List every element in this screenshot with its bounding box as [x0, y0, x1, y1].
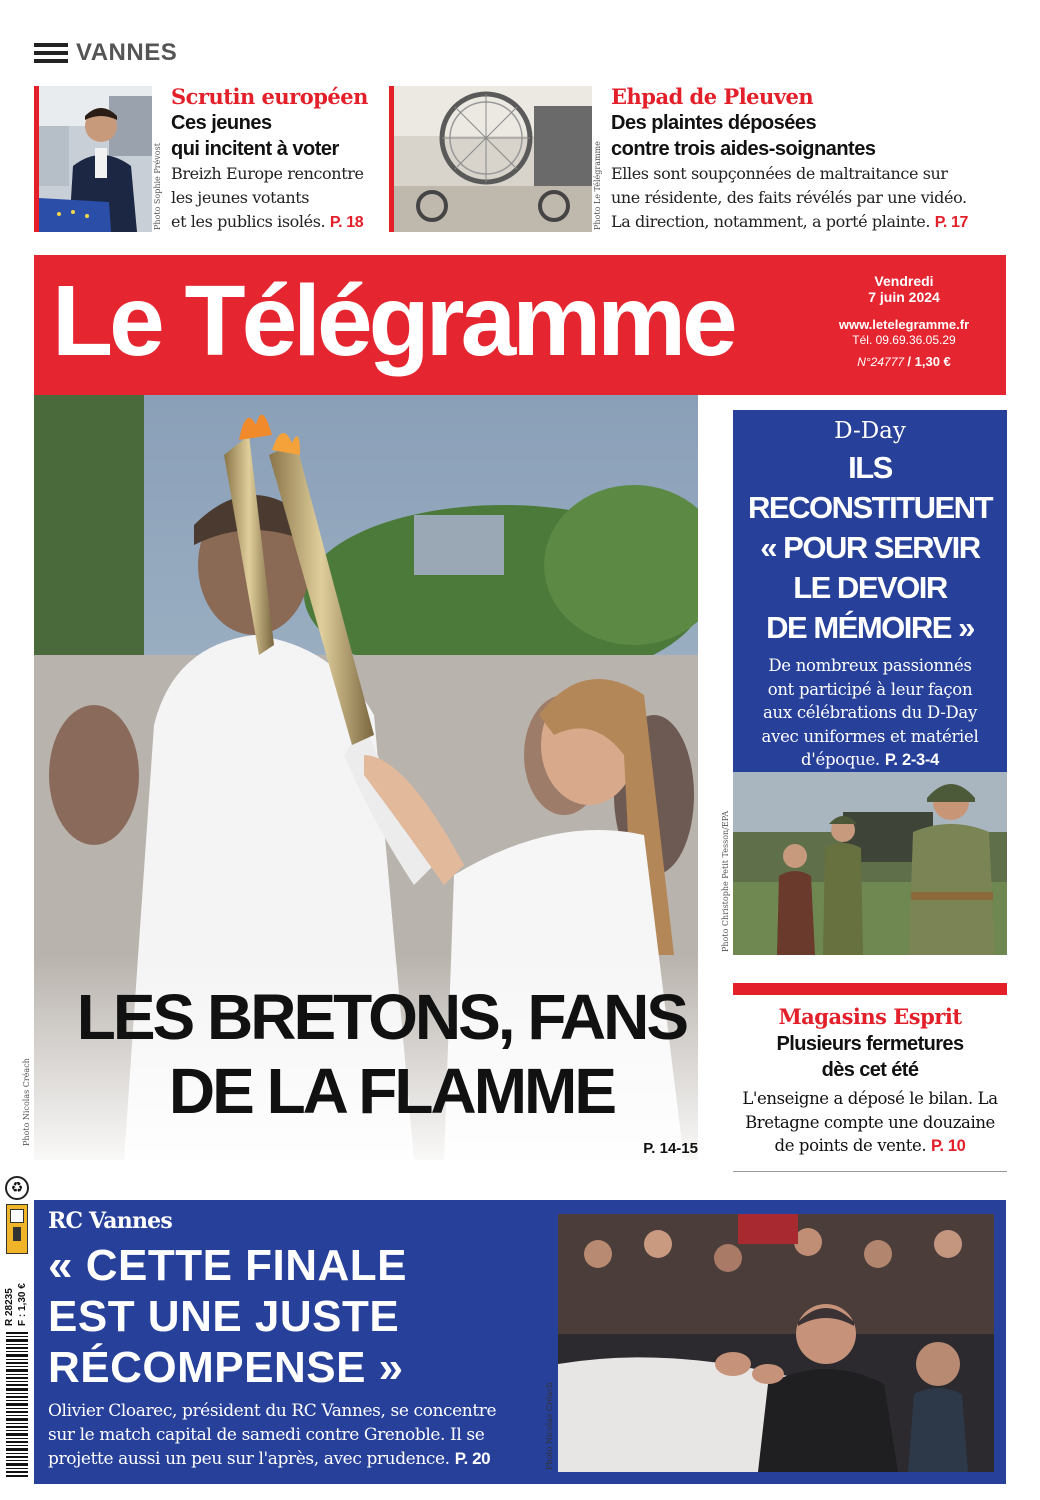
issue-date: 7 juin 2024 — [868, 289, 940, 305]
photo-credit: Photo Christophe Petit Tesson/EPA — [721, 810, 730, 952]
esprit-body-line: L'enseigne a déposé le bilan. La — [742, 1089, 998, 1108]
teaser-body-line: et les publics isolés. — [171, 212, 326, 231]
dday-headline-line: LE DEVOIR — [793, 570, 947, 605]
main-headline-line: DE LA FLAMME — [168, 1055, 614, 1127]
recycle-icon: ♻ — [5, 1176, 29, 1200]
photo-credit: Photo Nicolas Créach — [545, 1382, 554, 1470]
esprit-body-line: Bretagne compte une douzaine — [745, 1112, 995, 1132]
dday-body-line: ont participé à leur façon — [767, 679, 973, 699]
edition-bar — [34, 38, 177, 68]
issue-day: Vendredi — [874, 273, 934, 289]
dday-headline-line: RECONSTITUENT — [748, 490, 992, 525]
barcode — [6, 1330, 28, 1480]
main-headline-line: LES BRETONS, FANS — [76, 981, 686, 1053]
teaser-body-line: les jeunes votants — [171, 188, 310, 207]
rc-headline — [48, 1240, 548, 1393]
rc-body-line: projette aussi un peu sur l'après, avec prudence. — [48, 1449, 450, 1469]
page-reference[interactable]: P. 17 — [934, 214, 969, 231]
page-reference[interactable]: P. 18 — [329, 214, 364, 231]
page-reference[interactable]: P. 14-15 — [643, 1140, 698, 1157]
dday-kicker: D-Day — [834, 418, 906, 444]
page-reference[interactable]: P. 10 — [931, 1137, 966, 1155]
menu-icon[interactable] — [34, 43, 68, 63]
page-reference[interactable]: P. 20 — [454, 1449, 491, 1468]
dday-photo[interactable] — [733, 772, 1007, 955]
dday-body-line: d'époque. — [801, 750, 880, 769]
teaser-photo-ehpad[interactable] — [389, 86, 592, 232]
teaser-body-line: La direction, notamment, a porté plainte. — [611, 212, 931, 231]
teaser-photo-voter[interactable] — [34, 86, 152, 232]
page-reference[interactable]: P. 2-3-4 — [884, 751, 939, 769]
masthead-meta — [824, 273, 984, 369]
dday-headline-line: DE MÉMOIRE » — [766, 610, 974, 645]
photo-credit: Photo Nicolas Créach — [22, 1058, 31, 1146]
rc-kicker: RC Vannes — [48, 1208, 172, 1234]
website-link[interactable]: www.letelegramme.fr — [838, 317, 970, 332]
teaser-title-line: Ces jeunes — [171, 112, 272, 134]
teaser-kicker: Scrutin européen — [171, 84, 368, 109]
teaser-ehpad[interactable] — [611, 84, 1006, 235]
dday-headline-line: « POUR SERVIR — [760, 530, 980, 565]
photo-credit: Photo Sophie Prévost — [153, 143, 162, 230]
issue-price: / 1,30 € — [907, 354, 951, 369]
phone-number: Tél. 09.69.36.05.29 — [852, 333, 956, 347]
edition-label: VANNES — [76, 39, 178, 66]
dday-article[interactable] — [733, 410, 1007, 772]
teaser-voter[interactable] — [171, 84, 381, 235]
teaser-body-line: Breizh Europe rencontre — [171, 164, 364, 183]
esprit-article[interactable] — [733, 1003, 1007, 1159]
photo-credit: Photo Le Télégramme — [593, 141, 602, 230]
divider — [733, 1171, 1007, 1172]
rc-body-line: Olivier Cloarec, président du RC Vannes, se concentre — [48, 1401, 497, 1421]
barcode-code: R 28235 — [4, 1288, 15, 1326]
dday-headline-line: ILS — [848, 450, 892, 485]
masthead — [34, 255, 1006, 395]
rc-body-line: sur le match capital de samedi contre Grenoble. Il se — [48, 1424, 485, 1445]
teaser-body-line: une résidente, des faits révélés par une vidéo. — [611, 188, 967, 207]
rc-headline-line: EST UNE JUSTE — [48, 1292, 400, 1341]
main-headline[interactable] — [34, 980, 698, 1128]
rc-vannes-photo[interactable] — [558, 1214, 994, 1472]
newspaper-logo[interactable]: Le Télégramme — [52, 265, 734, 377]
dday-body-line: avec uniformes et matériel — [761, 726, 979, 746]
barcode-price: F : 1,30 € — [17, 1283, 28, 1326]
esprit-rule-bar — [733, 983, 1007, 995]
teaser-title-line: Des plaintes déposées — [611, 112, 817, 134]
esprit-kicker: Magasins Esprit — [778, 1004, 962, 1029]
rc-body — [48, 1400, 548, 1472]
press-icon — [6, 1204, 28, 1254]
teaser-kicker: Ehpad de Pleuven — [611, 84, 814, 109]
rc-headline-line: « CETTE FINALE — [48, 1241, 408, 1290]
dday-body-line: De nombreux passionnés — [768, 656, 972, 675]
teaser-title-line: qui incitent à voter — [171, 138, 339, 160]
rc-headline-line: RÉCOMPENSE » — [48, 1343, 404, 1392]
teaser-body-line: Elles sont soupçonnées de maltraitance sur — [611, 164, 948, 183]
issue-number: N°24777 — [857, 355, 905, 369]
barcode-text — [4, 1262, 30, 1326]
teaser-title-line: contre trois aides-soignantes — [611, 138, 876, 160]
esprit-title-line: Plusieurs fermetures — [776, 1033, 964, 1055]
esprit-body-line: de points de vente. — [774, 1136, 927, 1155]
dday-body-line: aux célébrations du D-Day — [763, 703, 977, 722]
esprit-title-line: dès cet été — [821, 1059, 919, 1081]
